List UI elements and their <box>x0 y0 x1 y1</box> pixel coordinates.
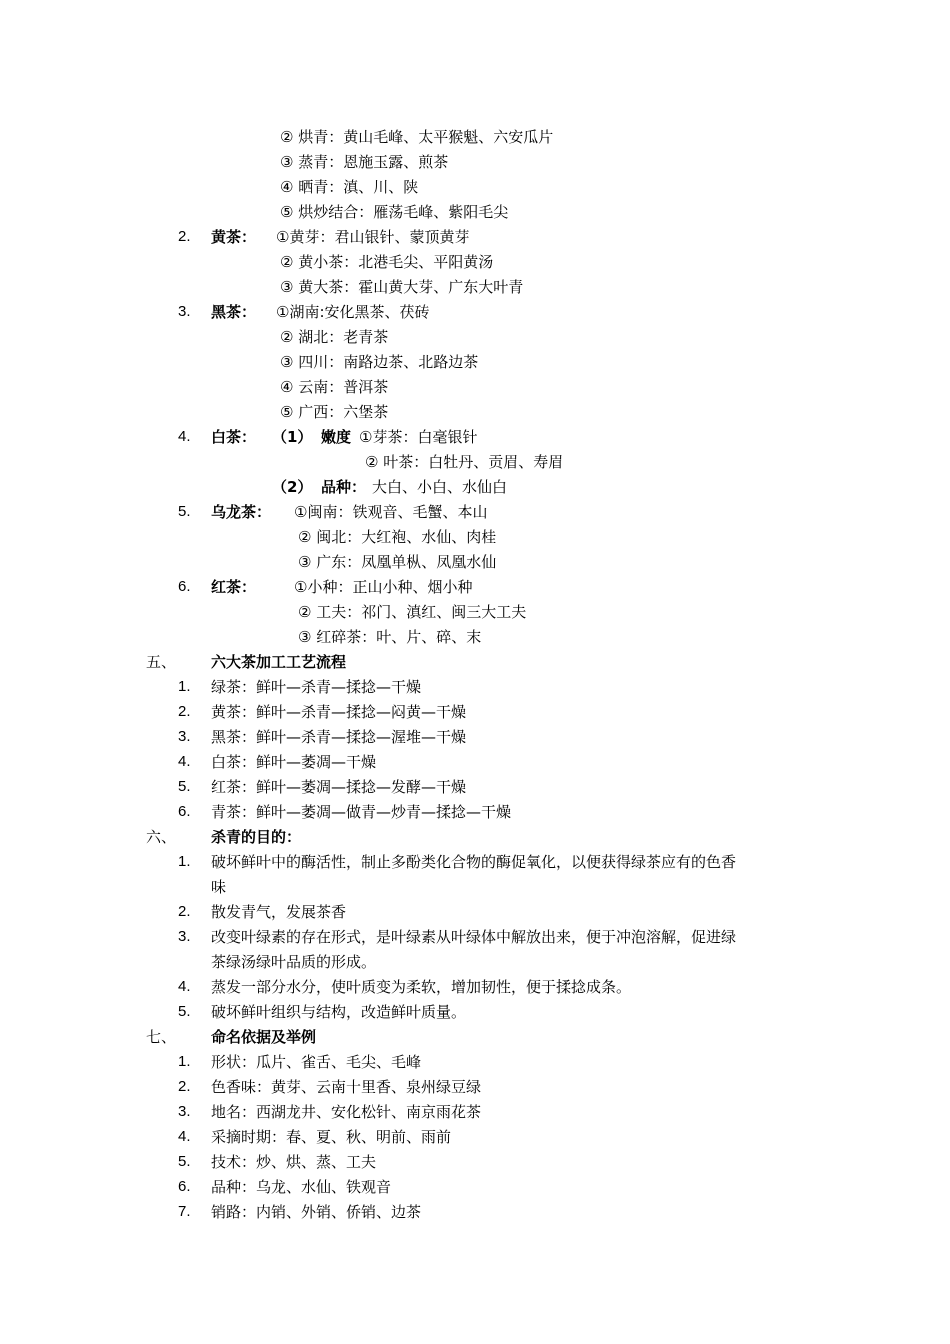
list-number: 3. <box>178 928 191 945</box>
dark-tea-item: ④ 云南：普洱茶 <box>280 378 389 396</box>
list-number: 3. <box>178 1103 191 1120</box>
tea-category-label: 乌龙茶： <box>211 503 272 521</box>
list-item: 采摘时期：春、夏、秋、明前、雨前 <box>211 1128 452 1146</box>
tea-category-label: 红茶： <box>211 578 257 596</box>
list-item: 蒸发一部分水分，使叶质变为柔软，增加韧性，便于揉捻成条。 <box>211 978 632 996</box>
tea-category-label: 白茶： <box>211 428 257 446</box>
green-tea-item: ③ 蒸青：恩施玉露、煎茶 <box>280 153 449 171</box>
black-tea-item: ② 工夫：祁门、滇红、闽三大工夫 <box>298 603 527 621</box>
yellow-tea-item: ② 黄小茶：北港毛尖、平阳黄汤 <box>280 253 494 271</box>
sub-number: （2） <box>272 478 313 496</box>
white-tea-item: ② 叶茶：白牡丹、贡眉、寿眉 <box>365 453 564 471</box>
white-tea-item: 大白、小白、水仙白 <box>372 478 508 496</box>
list-item: 形状：瓜片、雀舌、毛尖、毛峰 <box>211 1053 422 1071</box>
black-tea-item: ①小种：正山小种、烟小种 <box>294 578 473 596</box>
list-item: 改变叶绿素的存在形式，是叶绿素从叶绿体中解放出来，便于冲泡溶解，促进绿 <box>211 928 737 946</box>
section-number: 七、 <box>146 1028 177 1046</box>
list-number: 2. <box>178 228 191 245</box>
dark-tea-item: ③ 四川：南路边茶、北路边茶 <box>280 353 479 371</box>
list-item: 绿茶：鲜叶—杀青—揉捻—干燥 <box>211 678 422 696</box>
section-heading: 杀青的目的： <box>211 828 302 846</box>
list-number: 2. <box>178 703 191 720</box>
oolong-tea-item: ③ 广东：凤凰单枞、凤凰水仙 <box>298 553 497 571</box>
list-number: 3. <box>178 728 191 745</box>
list-item: 白茶：鲜叶—萎凋—干燥 <box>211 753 377 771</box>
section-number: 六、 <box>146 828 177 846</box>
section-heading: 命名依据及举例 <box>211 1028 317 1046</box>
green-tea-item: ② 烘青：黄山毛峰、太平猴魁、六安瓜片 <box>280 128 554 146</box>
oolong-tea-item: ①闽南：铁观音、毛蟹、本山 <box>294 503 488 521</box>
list-number: 2. <box>178 903 191 920</box>
list-number: 5. <box>178 503 191 520</box>
dark-tea-item: ⑤ 广西：六堡茶 <box>280 403 389 421</box>
list-item: 销路：内销、外销、侨销、边茶 <box>211 1203 422 1221</box>
list-number: 1. <box>178 678 191 695</box>
list-number: 4. <box>178 428 191 445</box>
sub-label: 品种： <box>321 478 367 496</box>
list-number: 5. <box>178 1003 191 1020</box>
green-tea-item: ④ 晒青：滇、川、陕 <box>280 178 419 196</box>
list-number: 1. <box>178 1053 191 1070</box>
sub-number: （1） <box>272 428 313 446</box>
dark-tea-item: ①湖南:安化黑茶、茯砖 <box>276 303 430 321</box>
tea-category-label: 黑茶： <box>211 303 257 321</box>
list-number: 3. <box>178 303 191 320</box>
list-number: 1. <box>178 853 191 870</box>
list-item: 破坏鲜叶组织与结构，改造鲜叶质量。 <box>211 1003 467 1021</box>
list-number: 4. <box>178 978 191 995</box>
green-tea-item: ⑤ 烘炒结合：雁荡毛峰、紫阳毛尖 <box>280 203 509 221</box>
list-number: 4. <box>178 753 191 770</box>
yellow-tea-item: ③ 黄大茶：霍山黄大芽、广东大叶青 <box>280 278 524 296</box>
list-item: 地名：西湖龙井、安化松针、南京雨花茶 <box>211 1103 482 1121</box>
list-item: 黄茶：鲜叶—杀青—揉捻—闷黄—干燥 <box>211 703 467 721</box>
list-number: 6. <box>178 578 191 595</box>
black-tea-item: ③ 红碎茶：叶、片、碎、末 <box>298 628 482 646</box>
list-number: 4. <box>178 1128 191 1145</box>
sub-label: 嫩度 <box>321 428 352 446</box>
list-number: 5. <box>178 778 191 795</box>
list-item: 红茶：鲜叶—萎凋—揉捻—发酵—干燥 <box>211 778 467 796</box>
section-number: 五、 <box>146 653 177 671</box>
list-item-continuation: 味 <box>211 878 227 896</box>
list-item: 散发青气，发展茶香 <box>211 903 347 921</box>
list-item: 品种：乌龙、水仙、铁观音 <box>211 1178 392 1196</box>
list-item: 青茶：鲜叶—萎凋—做青—炒青—揉捻—干燥 <box>211 803 512 821</box>
list-item: 破坏鲜叶中的酶活性，制止多酚类化合物的酶促氧化，以便获得绿茶应有的色香 <box>211 853 737 871</box>
list-number: 2. <box>178 1078 191 1095</box>
list-number: 6. <box>178 1178 191 1195</box>
oolong-tea-item: ② 闽北：大红袍、水仙、肉桂 <box>298 528 497 546</box>
yellow-tea-item: ①黄芽：君山银针、蒙顶黄芽 <box>276 228 470 246</box>
list-number: 7. <box>178 1203 191 1220</box>
list-item: 黑茶：鲜叶—杀青—揉捻—渥堆—干燥 <box>211 728 467 746</box>
tea-category-label: 黄茶： <box>211 228 257 246</box>
section-heading: 六大茶加工工艺流程 <box>211 653 347 671</box>
white-tea-item: ①芽茶：白毫银针 <box>359 428 478 446</box>
dark-tea-item: ② 湖北：老青茶 <box>280 328 389 346</box>
list-item: 技术：炒、烘、蒸、工夫 <box>211 1153 377 1171</box>
list-item: 色香味：黄芽、云南十里香、泉州绿豆绿 <box>211 1078 482 1096</box>
list-item-continuation: 茶绿汤绿叶品质的形成。 <box>211 953 377 971</box>
list-number: 5. <box>178 1153 191 1170</box>
list-number: 6. <box>178 803 191 820</box>
